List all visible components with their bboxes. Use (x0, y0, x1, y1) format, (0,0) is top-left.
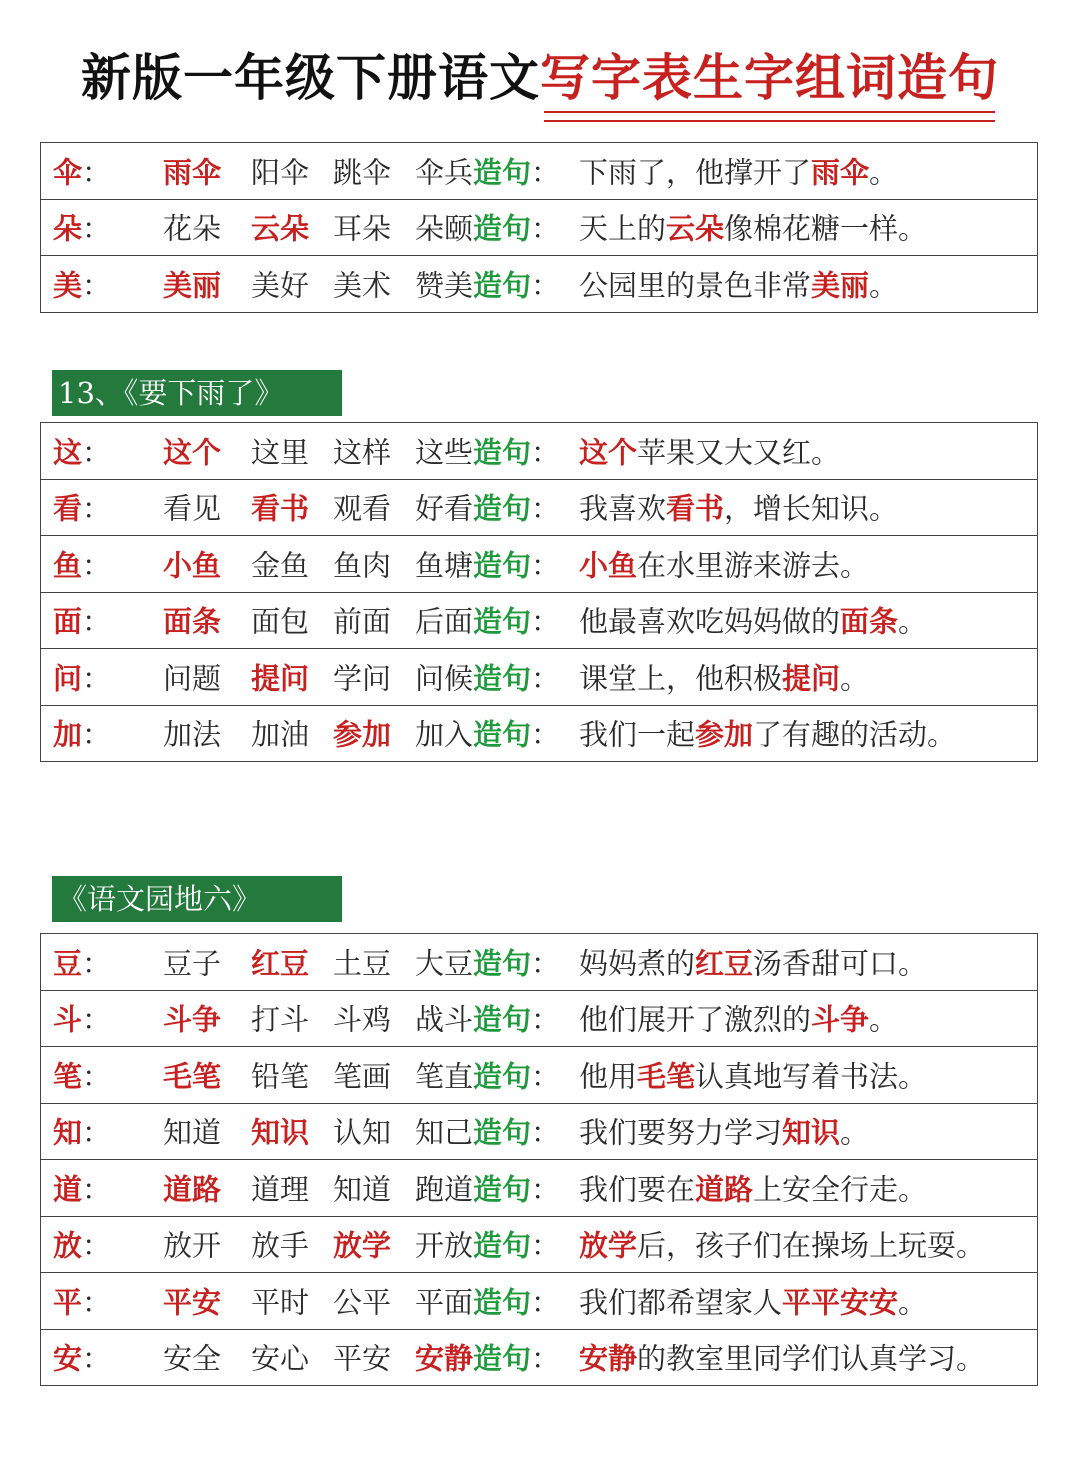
character-cell (53, 998, 111, 1039)
word: 放手 (251, 1228, 310, 1263)
character: 问 (53, 661, 83, 696)
table-row (41, 991, 1037, 1048)
title-underline (544, 111, 995, 122)
sentence-label (473, 543, 560, 584)
word: 公平 (333, 1285, 392, 1320)
highlighted-word: 提问 (251, 661, 310, 696)
highlighted-word: 这个 (163, 435, 222, 470)
sentence-text: 了有趣的活动。 (753, 717, 957, 752)
sentence-label-text: 造句 (473, 1002, 532, 1037)
colon: ： (82, 435, 112, 470)
word: 战斗 (415, 1002, 474, 1037)
table-row (41, 1160, 1037, 1217)
word: 平时 (251, 1285, 310, 1320)
sentence-label (473, 207, 560, 248)
colon: ： (531, 548, 561, 583)
character: 美 (53, 268, 83, 303)
sentence-text: 苹果又大又红。 (637, 435, 841, 470)
colon: ： (82, 211, 112, 246)
highlighted-word: 斗争 (163, 1002, 222, 1037)
sentence-highlight: 提问 (782, 661, 841, 696)
word: 这样 (333, 435, 392, 470)
character: 加 (53, 717, 83, 752)
character-cell (53, 263, 111, 304)
colon: ： (531, 1059, 561, 1094)
colon: ： (82, 604, 112, 639)
example-sentence (579, 1337, 985, 1378)
sentence-label (473, 998, 560, 1039)
word: 跑道 (415, 1172, 474, 1207)
table-row (41, 1104, 1037, 1161)
word: 好看 (415, 491, 474, 526)
sentence-text: 我们要努力学习 (579, 1115, 783, 1150)
table-row (41, 143, 1037, 200)
character: 这 (53, 435, 83, 470)
sentence-label-text: 造句 (473, 268, 532, 303)
sentence-label (473, 600, 560, 641)
sentence-label-text: 造句 (473, 155, 532, 190)
sentence-text: 。 (840, 661, 870, 696)
title-part-red (540, 38, 999, 110)
word: 铅笔 (251, 1059, 310, 1094)
example-sentence (579, 1111, 869, 1152)
colon: ： (531, 1341, 561, 1376)
word: 学问 (333, 661, 392, 696)
colon: ： (531, 268, 561, 303)
colon: ： (531, 1172, 561, 1207)
character-cell (53, 656, 111, 697)
vocab-table-section-2 (40, 422, 1038, 762)
word: 伞兵 (415, 155, 474, 190)
highlighted-word: 道路 (163, 1172, 222, 1207)
sentence-text: 。 (869, 268, 899, 303)
colon: ： (82, 1285, 112, 1320)
table-row (41, 1273, 1037, 1330)
sentence-label-text: 造句 (473, 661, 532, 696)
sentence-text: 。 (869, 1002, 899, 1037)
word: 加油 (251, 717, 310, 752)
sentence-highlight: 小鱼 (579, 548, 638, 583)
character-cell (53, 150, 111, 191)
page-title (0, 38, 1080, 110)
example-sentence (579, 941, 927, 982)
word: 美好 (251, 268, 310, 303)
word: 豆子 (163, 946, 222, 981)
colon: ： (82, 268, 112, 303)
character: 放 (53, 1228, 83, 1263)
character-cell (53, 1167, 111, 1208)
sentence-highlight: 雨伞 (811, 155, 870, 190)
vocab-table-section-1 (40, 142, 1038, 313)
character-cell (53, 207, 111, 248)
sentence-highlight: 红豆 (695, 946, 754, 981)
word: 耳朵 (333, 211, 392, 246)
sentence-text: 妈妈煮的 (579, 946, 696, 981)
word: 安心 (251, 1341, 310, 1376)
character-cell (53, 1111, 111, 1152)
sentence-label-text: 造句 (473, 491, 532, 526)
colon: ： (531, 491, 561, 526)
sentence-highlight: 看书 (666, 491, 725, 526)
sentence-label (473, 1224, 560, 1265)
example-sentence (579, 1224, 985, 1265)
word: 问题 (163, 661, 222, 696)
sentence-text: 后，孩子们在操场上玩耍。 (637, 1228, 986, 1263)
sentence-label (473, 430, 560, 471)
word: 这些 (415, 435, 474, 470)
example-sentence (579, 430, 840, 471)
sentence-text: 。 (840, 1115, 870, 1150)
table-row (41, 934, 1037, 991)
character-cell (53, 487, 111, 528)
character: 朵 (53, 211, 83, 246)
highlighted-word: 面条 (163, 604, 222, 639)
sentence-label-text: 造句 (473, 717, 532, 752)
example-sentence (579, 600, 927, 641)
colon: ： (531, 1285, 561, 1320)
sentence-highlight: 放学 (579, 1228, 638, 1263)
colon: ： (82, 491, 112, 526)
character-cell (53, 1054, 111, 1095)
highlighted-word: 云朵 (251, 211, 310, 246)
character-cell (53, 1280, 111, 1321)
sentence-label (473, 263, 560, 304)
sentence-text: 公园里的景色非常 (579, 268, 812, 303)
title-part-red-text: 写字表生字组词造句 (540, 48, 999, 107)
sentence-highlight: 斗争 (811, 1002, 870, 1037)
sentence-text: 上安全行走。 (753, 1172, 928, 1207)
word: 安全 (163, 1341, 222, 1376)
example-sentence (579, 207, 927, 248)
word: 知己 (415, 1115, 474, 1150)
character: 豆 (53, 946, 83, 981)
colon: ： (82, 548, 112, 583)
colon: ： (531, 604, 561, 639)
word: 面包 (251, 604, 310, 639)
character: 道 (53, 1172, 83, 1207)
character: 鱼 (53, 548, 83, 583)
word: 开放 (415, 1228, 474, 1263)
character-cell (53, 1224, 111, 1265)
colon: ： (82, 946, 112, 981)
sentence-label-text: 造句 (473, 946, 532, 981)
example-sentence (579, 543, 869, 584)
sentence-highlight: 面条 (840, 604, 899, 639)
sentence-highlight: 平平安安 (782, 1285, 899, 1320)
sentence-label (473, 1337, 560, 1378)
highlighted-word: 平安 (163, 1285, 222, 1320)
character: 斗 (53, 1002, 83, 1037)
word: 知道 (333, 1172, 392, 1207)
word: 平安 (333, 1341, 392, 1376)
sentence-label (473, 1054, 560, 1095)
word: 前面 (333, 604, 392, 639)
word: 问候 (415, 661, 474, 696)
word: 金鱼 (251, 548, 310, 583)
sentence-highlight: 这个 (579, 435, 638, 470)
sentence-label-text: 造句 (473, 1228, 532, 1263)
highlighted-word: 美丽 (163, 268, 222, 303)
word: 美术 (333, 268, 392, 303)
colon: ： (531, 1228, 561, 1263)
table-row (41, 256, 1037, 313)
colon: ： (82, 1341, 112, 1376)
sentence-label (473, 150, 560, 191)
sentence-text: 我们要在 (579, 1172, 696, 1207)
word: 这里 (251, 435, 310, 470)
character-cell (53, 600, 111, 641)
highlighted-word: 放学 (333, 1228, 392, 1263)
sentence-label-text: 造句 (473, 1285, 532, 1320)
colon: ： (531, 661, 561, 696)
table-row (41, 1217, 1037, 1274)
sentence-highlight: 安静 (579, 1341, 638, 1376)
colon: ： (82, 1002, 112, 1037)
highlighted-word: 知识 (251, 1115, 310, 1150)
sentence-text: 他用 (579, 1059, 638, 1094)
colon: ： (82, 1228, 112, 1263)
character-cell (53, 713, 111, 754)
table-row (41, 536, 1037, 593)
sentence-label-text: 造句 (473, 1059, 532, 1094)
sentence-text: ，增长知识。 (724, 491, 899, 526)
sentence-highlight: 云朵 (666, 211, 725, 246)
sentence-text: 。 (869, 155, 899, 190)
character: 笔 (53, 1059, 83, 1094)
sentence-text: 他们展开了激烈的 (579, 1002, 812, 1037)
example-sentence (579, 150, 898, 191)
character-cell (53, 430, 111, 471)
colon: ： (82, 717, 112, 752)
word: 笔画 (333, 1059, 392, 1094)
word: 土豆 (333, 946, 392, 981)
word: 认知 (333, 1115, 392, 1150)
word: 打斗 (251, 1002, 310, 1037)
colon: ： (82, 155, 112, 190)
table-row (41, 480, 1037, 537)
word: 看见 (163, 491, 222, 526)
character-cell (53, 941, 111, 982)
sentence-label (473, 941, 560, 982)
sentence-text: 在水里游来游去。 (637, 548, 870, 583)
sentence-text: 我喜欢 (579, 491, 667, 526)
example-sentence (579, 1280, 927, 1321)
sentence-label-text: 造句 (473, 1172, 532, 1207)
sentence-text: 下雨了，他撑开了 (579, 155, 812, 190)
example-sentence (579, 998, 898, 1039)
character: 伞 (53, 155, 83, 190)
lesson-banner-13: 13、《要下雨了》 (52, 370, 342, 416)
sentence-text: 天上的 (579, 211, 667, 246)
example-sentence (579, 656, 869, 697)
sentence-label-text: 造句 (473, 1115, 532, 1150)
highlighted-word: 安静 (415, 1341, 474, 1376)
sentence-text: 认真地写着书法。 (695, 1059, 928, 1094)
example-sentence (579, 1167, 927, 1208)
word: 道理 (251, 1172, 310, 1207)
lesson-banner-yuwen-yuandi-6: 《语文园地六》 (52, 876, 342, 922)
word: 鱼塘 (415, 548, 474, 583)
sentence-text: 我们一起 (579, 717, 696, 752)
sentence-text: 。 (898, 1285, 928, 1320)
sentence-text: 课堂上，他积极 (579, 661, 783, 696)
table-row (41, 593, 1037, 650)
sentence-label-text: 造句 (473, 211, 532, 246)
colon: ： (531, 435, 561, 470)
character: 看 (53, 491, 83, 526)
word: 加法 (163, 717, 222, 752)
table-row (41, 423, 1037, 480)
character-cell (53, 543, 111, 584)
word: 花朵 (163, 211, 222, 246)
table-row (41, 1330, 1037, 1387)
colon: ： (531, 155, 561, 190)
word: 加入 (415, 717, 474, 752)
word: 后面 (415, 604, 474, 639)
sentence-label (473, 656, 560, 697)
table-row (41, 706, 1037, 763)
word: 跳伞 (333, 155, 392, 190)
sentence-label (473, 1280, 560, 1321)
word: 赞美 (415, 268, 474, 303)
example-sentence (579, 263, 898, 304)
sentence-text: 像棉花糖一样。 (724, 211, 928, 246)
highlighted-word: 雨伞 (163, 155, 222, 190)
highlighted-word: 看书 (251, 491, 310, 526)
word: 平面 (415, 1285, 474, 1320)
word: 放开 (163, 1228, 222, 1263)
character: 安 (53, 1341, 83, 1376)
colon: ： (531, 1115, 561, 1150)
sentence-highlight: 知识 (782, 1115, 841, 1150)
word: 知道 (163, 1115, 222, 1150)
table-row (41, 200, 1037, 257)
example-sentence (579, 713, 956, 754)
sentence-text: 我们都希望家人 (579, 1285, 783, 1320)
colon: ： (531, 717, 561, 752)
word: 斗鸡 (333, 1002, 392, 1037)
sentence-text: 。 (898, 604, 928, 639)
sentence-text: 的教室里同学们认真学习。 (637, 1341, 986, 1376)
colon: ： (82, 1172, 112, 1207)
colon: ： (531, 211, 561, 246)
sentence-label (473, 713, 560, 754)
word: 大豆 (415, 946, 474, 981)
colon: ： (82, 661, 112, 696)
sentence-text: 汤香甜可口。 (753, 946, 928, 981)
sentence-label (473, 1111, 560, 1152)
highlighted-word: 参加 (333, 717, 392, 752)
highlighted-word: 小鱼 (163, 548, 222, 583)
word: 阳伞 (251, 155, 310, 190)
example-sentence (579, 1054, 927, 1095)
word: 观看 (333, 491, 392, 526)
title-part-black: 新版一年级下册语文 (81, 48, 540, 107)
sentence-label-text: 造句 (473, 1341, 532, 1376)
sentence-highlight: 道路 (695, 1172, 754, 1207)
sentence-text: 他最喜欢吃妈妈做的 (579, 604, 841, 639)
colon: ： (531, 946, 561, 981)
sentence-highlight: 毛笔 (637, 1059, 696, 1094)
sentence-label (473, 1167, 560, 1208)
sentence-highlight: 参加 (695, 717, 754, 752)
character: 知 (53, 1115, 83, 1150)
example-sentence (579, 487, 898, 528)
highlighted-word: 红豆 (251, 946, 310, 981)
sentence-label-text: 造句 (473, 604, 532, 639)
colon: ： (82, 1059, 112, 1094)
table-row (41, 1047, 1037, 1104)
sentence-label-text: 造句 (473, 435, 532, 470)
sentence-label-text: 造句 (473, 548, 532, 583)
highlighted-word: 毛笔 (163, 1059, 222, 1094)
word: 朵颐 (415, 211, 474, 246)
colon: ： (531, 1002, 561, 1037)
sentence-highlight: 美丽 (811, 268, 870, 303)
character-cell (53, 1337, 111, 1378)
colon: ： (82, 1115, 112, 1150)
sentence-label (473, 487, 560, 528)
vocab-table-section-3 (40, 933, 1038, 1386)
character: 平 (53, 1285, 83, 1320)
table-row (41, 649, 1037, 706)
character: 面 (53, 604, 83, 639)
word: 笔直 (415, 1059, 474, 1094)
word: 鱼肉 (333, 548, 392, 583)
